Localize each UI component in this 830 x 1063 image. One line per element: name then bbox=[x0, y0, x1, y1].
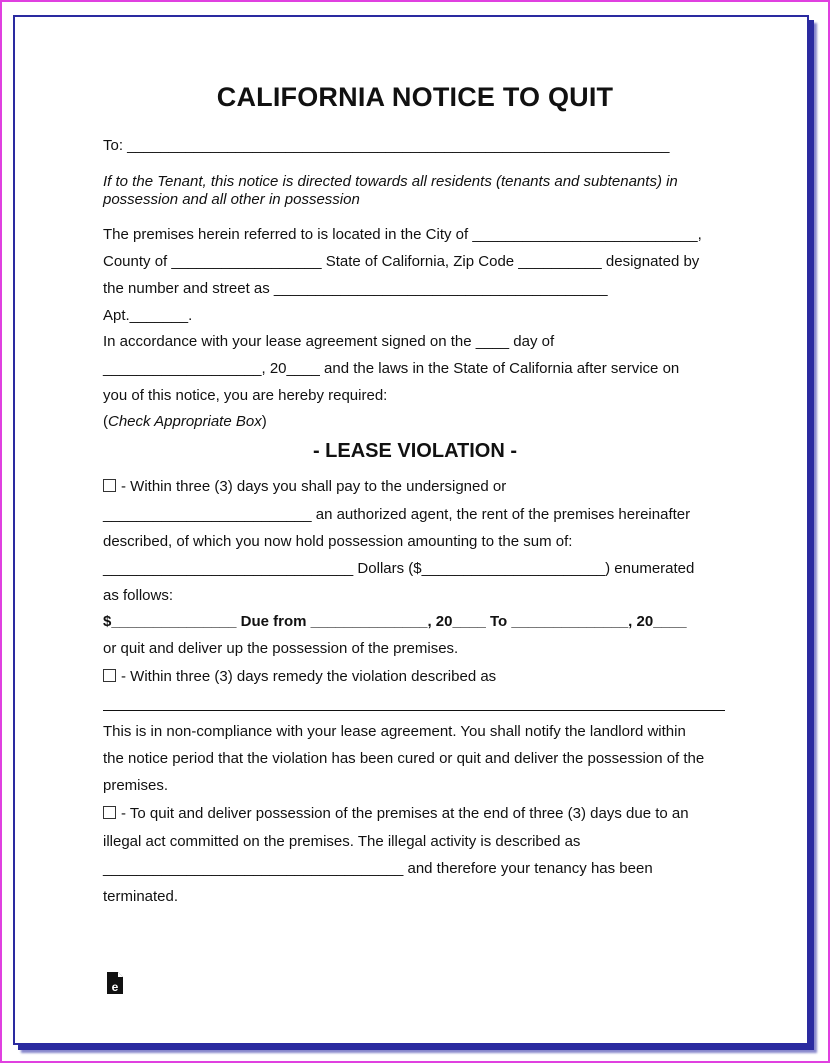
check-label: Check Appropriate Box bbox=[108, 413, 262, 430]
check-suffix: ) bbox=[261, 413, 267, 430]
document-title: CALIFORNIA NOTICE TO QUIT bbox=[216, 82, 614, 112]
lease-line-1: In accordance with your lease agreement signed on the ____ day of bbox=[103, 333, 555, 350]
option-2-checkbox[interactable] bbox=[103, 669, 116, 682]
option-3-line-3: ____________________________________ and therefore your tenancy has been bbox=[103, 860, 653, 877]
violation-blank-line bbox=[103, 710, 725, 711]
check-instruction bbox=[103, 413, 267, 431]
check-prefix: ( bbox=[103, 413, 108, 430]
option-1-text: - Within three (3) days you shall pay to the undersigned or bbox=[121, 478, 507, 495]
premises-line-1: The premises herein referred to is located in the City of ___________________________, bbox=[103, 226, 702, 243]
option-1-line-6: $_______________ Due from ______________, 20____ To ______________, 20____ bbox=[103, 613, 687, 630]
premises-line-2: County of __________________ State of California, Zip Code __________ designated by bbox=[103, 253, 700, 270]
option-1-line-3: described, of which you now hold possession amounting to the sum of: bbox=[103, 533, 573, 550]
tenant-note-line-1: If to the Tenant, this notice is directed towards all residents (tenants and subtenants) in bbox=[103, 173, 678, 190]
option-3-checkbox[interactable] bbox=[103, 806, 116, 819]
tenant-note-line-2: possession and all other in possession bbox=[103, 191, 360, 208]
svg-text:e: e bbox=[111, 980, 119, 994]
noncompliance-line-2: the notice period that the violation has been cured or quit and deliver the possession of the bbox=[103, 750, 705, 767]
option-3-line-2: illegal act committed on the premises. The illegal activity is described as bbox=[103, 833, 581, 850]
lease-line-2: ___________________, 20____ and the laws in the State of California after service on bbox=[103, 360, 680, 377]
option-1-checkbox[interactable] bbox=[103, 479, 116, 492]
option-3-line-4: terminated. bbox=[103, 888, 179, 905]
option-1-line-5: as follows: bbox=[103, 587, 174, 604]
option-2-line-1 bbox=[103, 668, 496, 686]
section-heading: - LEASE VIOLATION - bbox=[312, 440, 518, 462]
to-line: To: _________________________________________________________________ bbox=[103, 137, 670, 154]
option-1-line-7: or quit and deliver up the possession of the premises. bbox=[103, 640, 459, 657]
premises-line-4: Apt._______. bbox=[103, 307, 193, 324]
premises-line-3: the number and street as ________________________________________ bbox=[103, 280, 608, 297]
option-2-text: - Within three (3) days remedy the violation described as bbox=[121, 668, 497, 685]
option-1-line-2: _________________________ an authorized agent, the rent of the premises hereinafter bbox=[103, 506, 691, 523]
lease-line-3: you of this notice, you are hereby required: bbox=[103, 387, 388, 404]
option-3-line-1 bbox=[103, 805, 689, 823]
option-3-text: - To quit and deliver possession of the premises at the end of three (3) days due to an bbox=[121, 805, 689, 822]
option-1-line-1 bbox=[103, 478, 506, 496]
noncompliance-line-3: premises. bbox=[103, 777, 169, 794]
eforms-logo-icon bbox=[106, 971, 124, 995]
option-1-line-4: ______________________________ Dollars ($______________________) enumerated bbox=[103, 560, 695, 577]
noncompliance-line-1: This is in non-compliance with your lease agreement. You shall notify the landlord within bbox=[103, 723, 686, 740]
